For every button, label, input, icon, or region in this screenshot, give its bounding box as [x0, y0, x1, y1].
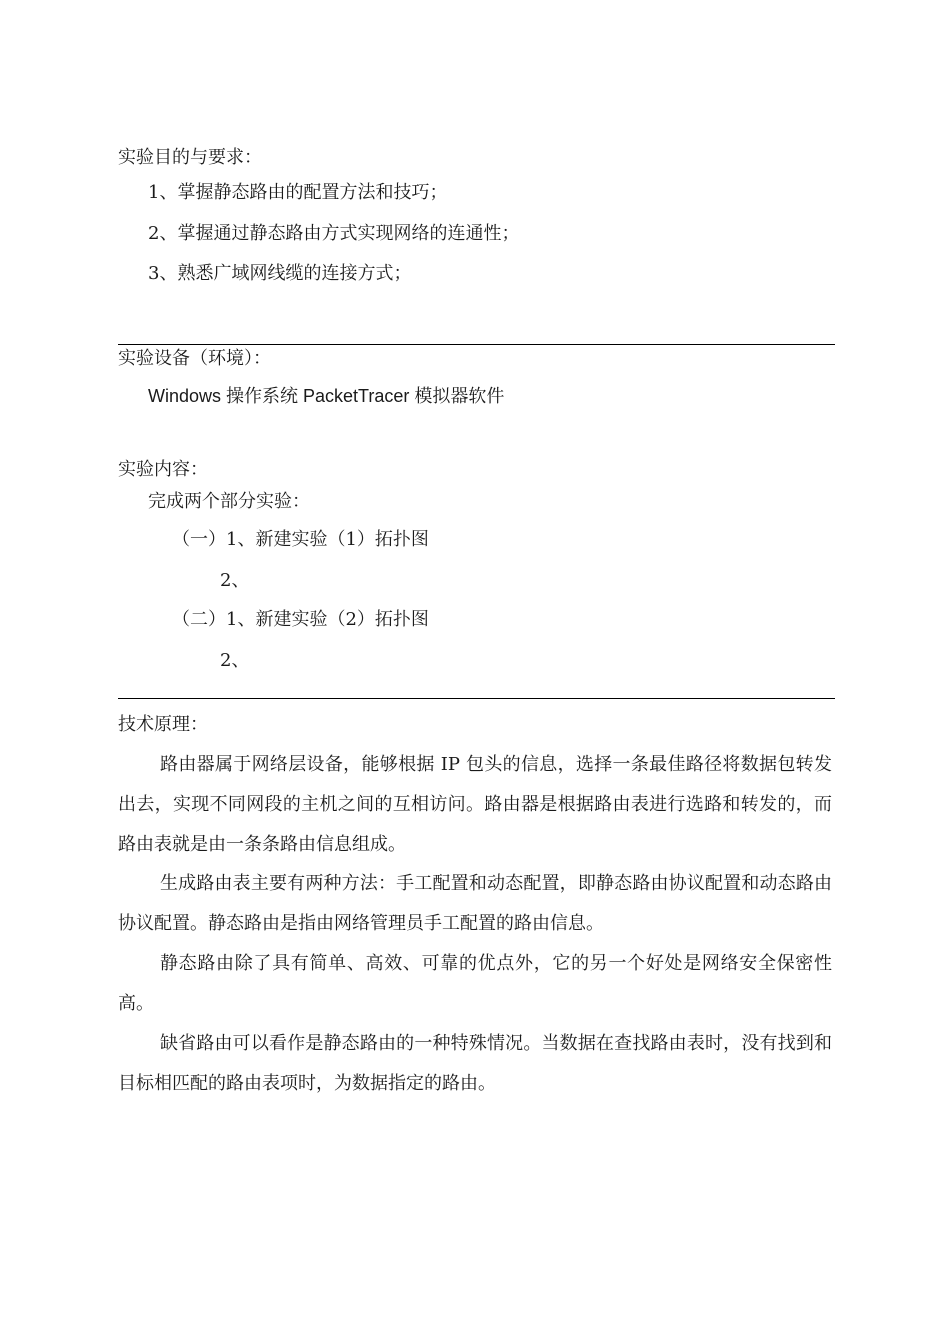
equipment-heading: 实验设备（环境）： — [118, 348, 271, 369]
section-divider-1 — [118, 344, 835, 345]
principle-paragraph-1: 路由器属于网络层设备，能够根据 IP 包头的信息，选择一条最佳路径将数据包转发出去，实现不同网段的主机之间的互相访问。路由器是根据路由表进行选路和转发的，而路由表就是由一条条路由信息组成。 — [118, 754, 832, 855]
content-part2-step2: 2、 — [220, 650, 250, 671]
content-part1-title: （一）1、新建实验（1）拓扑图 — [172, 529, 429, 550]
objective-item-2: 2、掌握通过静态路由方式实现网络的连通性； — [148, 223, 520, 244]
content-part2-title: （二）1、新建实验（2）拓扑图 — [172, 609, 429, 630]
principle-paragraph-3: 静态路由除了具有简单、高效、可靠的优点外，它的另一个好处是网络安全保密性高。 — [118, 953, 832, 1014]
principle-paragraph-4: 缺省路由可以看作是静态路由的一种特殊情况。当数据在查找路由表时，没有找到和目标相匹配的路由表项时，为数据指定的路由。 — [118, 1033, 832, 1094]
objective-item-1: 1、掌握静态路由的配置方法和技巧； — [148, 182, 448, 203]
content-heading: 实验内容： — [118, 459, 208, 480]
objective-item-3: 3、熟悉广域网线缆的连接方式； — [148, 263, 412, 284]
equipment-text: Windows 操作系统 PacketTracer 模拟器软件 — [148, 386, 505, 406]
content-part1-step2: 2、 — [220, 570, 250, 591]
content-intro: 完成两个部分实验： — [148, 491, 310, 512]
principle-heading: 技术原理： — [118, 714, 208, 735]
objectives-heading: 实验目的与要求： — [118, 147, 262, 168]
principle-paragraph-2: 生成路由表主要有两种方法：手工配置和动态配置，即静态路由协议配置和动态路由协议配置。静态路由是指由网络管理员手工配置的路由信息。 — [118, 873, 832, 934]
section-divider-2 — [118, 698, 835, 699]
